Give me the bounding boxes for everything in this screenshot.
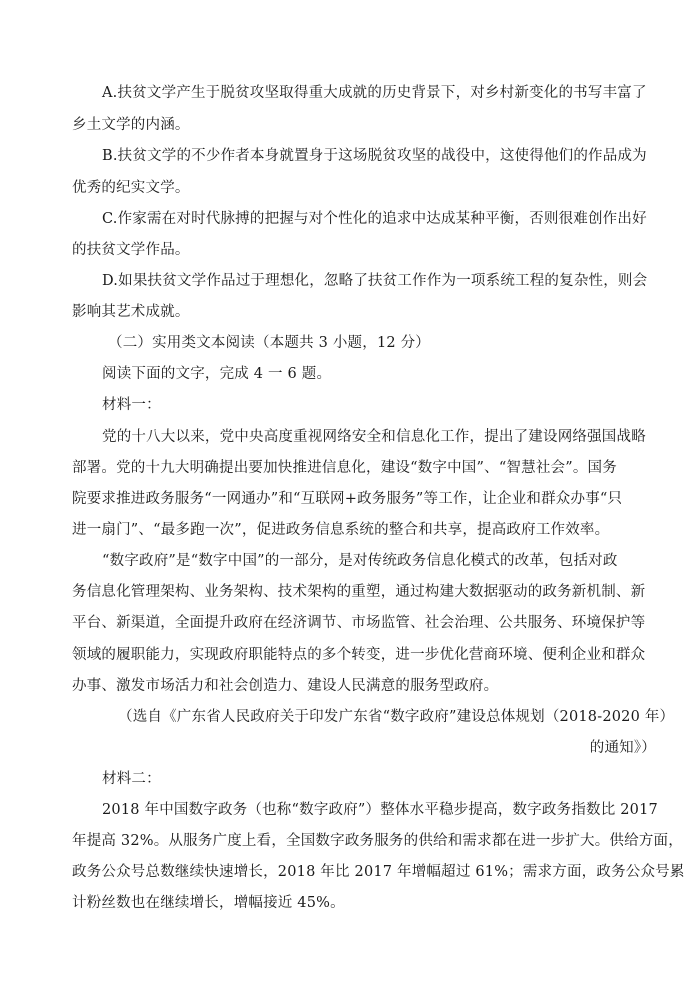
material-1-para-2-line: 办事、激发市场活力和社会创造力、建设人民满意的服务型政府。 bbox=[72, 678, 499, 694]
option-b-line-2: 优秀的纪实文学。 bbox=[72, 180, 190, 196]
material-2-label: 材料二： bbox=[102, 771, 161, 787]
material-1-para-1-line: 进一扇门”、“最多跑一次”，促进政务信息系统的整合和共享，提高政府工作效率。 bbox=[72, 522, 610, 538]
option-a-line-2: 乡土文学的内涵。 bbox=[72, 117, 190, 133]
option-d-line-2: 影响其艺术成就。 bbox=[72, 304, 190, 320]
material-1-label: 材料一： bbox=[102, 397, 161, 413]
material-1-para-1-line: 部署。党的十九大明确提出要加快推进信息化，建设“数字中国”、“智慧社会”。国务 bbox=[72, 460, 617, 476]
material-1-source-line-1: （选自《广东省人民政府关于印发广东省“数字政府”建设总体规划（2018-2020 年） bbox=[118, 709, 675, 725]
material-1-source-line-2: 的通知》） bbox=[589, 740, 656, 756]
material-1-para-1-line: 院要求推进政务服务“一网通办”和“互联网+政务服务”等工作，让企业和群众办事“只 bbox=[72, 491, 623, 507]
section-instruction: 阅读下面的文字，完成 4 一 6 题。 bbox=[102, 366, 332, 382]
material-1-para-2-line: 平台、新渠道，全面提升政府在经济调节、市场监管、社会治理、公共服务、环境保护等 bbox=[72, 615, 646, 631]
option-b-line-1: B.扶贫文学的不少作者本身就置身于这场脱贫攻坚的战役中，这使得他们的作品成为 bbox=[102, 148, 647, 164]
material-1-para-2-line: 领域的履职能力，实现政府职能特点的多个转变，进一步优化营商环境、便利企业和群众 bbox=[72, 647, 646, 663]
material-2-para-1-line: 2018 年中国数字政务（也称“数字政府”）整体水平稳步提高，数字政务指数比 2017 bbox=[102, 802, 658, 818]
material-1-para-2-line: “数字政府”是“数字中国”的一部分，是对传统政务信息化模式的改革，包括对政 bbox=[102, 553, 618, 569]
material-1-para-2-line: 务信息化管理架构、业务架构、技术架构的重塑，通过构建大数据驱动的政务新机制、新 bbox=[72, 584, 646, 600]
material-2-para-1-line: 年提高 32%。从服务广度上看，全国数字政务服务的供给和需求都在进一步扩大。供给方面， bbox=[72, 833, 683, 849]
option-c-line-1: C.作家需在对时代脉搏的把握与对个性化的追求中达成某种平衡，否则很难创作出好 bbox=[102, 211, 647, 227]
material-2-para-1-line: 计粉丝数也在继续增长，增幅接近 45%。 bbox=[72, 895, 345, 911]
section-heading: （二）实用类文本阅读（本题共 3 小题，12 分） bbox=[108, 335, 431, 351]
option-d-line-1: D.如果扶贫文学作品过于理想化，忽略了扶贫工作作为一项系统工程的复杂性，则会 bbox=[102, 273, 648, 289]
option-a-line-1: A.扶贫文学产生于脱贫攻坚取得重大成就的历史背景下，对乡村新变化的书写丰富了 bbox=[102, 85, 647, 101]
material-1-para-1-line: 党的十八大以来，党中央高度重视网络安全和信息化工作，提出了建设网络强国战略 bbox=[102, 429, 646, 445]
material-2-para-1-line: 政务公众号总数继续快速增长，2018 年比 2017 年增幅超过 61%；需求方面，政务公众号累 bbox=[72, 864, 685, 880]
option-c-line-2: 的扶贫文学作品。 bbox=[72, 242, 190, 258]
